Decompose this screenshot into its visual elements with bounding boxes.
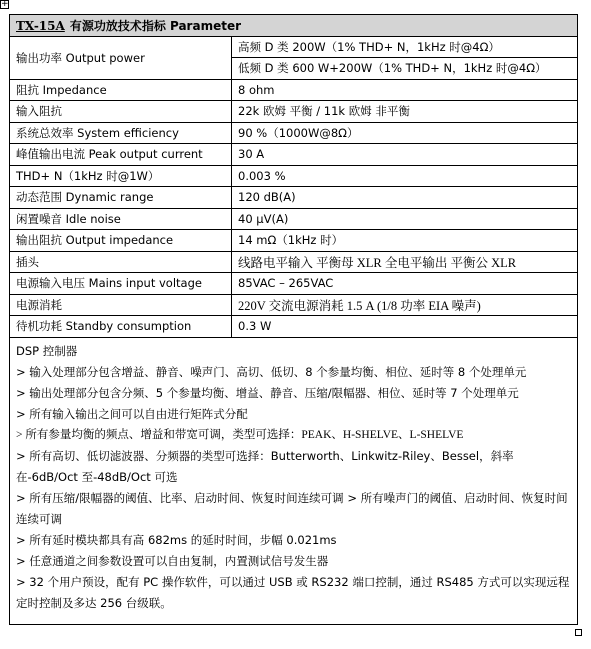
table-header-row — [10, 15, 578, 37]
row-label: 输出阻抗 Output impedance — [10, 230, 232, 252]
table-header-cell — [10, 15, 578, 37]
table-title: 有源功放技术指标 Parameter — [69, 18, 242, 33]
row-value: 90 %（1000W@8Ω） — [232, 122, 578, 144]
table-row — [10, 251, 578, 273]
table-row — [10, 165, 578, 187]
row-label: THD+ N（1kHz 时@1W） — [10, 165, 232, 187]
row-label: 系统总效率 System efficiency — [10, 122, 232, 144]
table-move-handle-icon[interactable]: + — [1, 0, 9, 9]
dsp-list-item: > 所有压缩/限幅器的阈值、比率、启动时间、恢复时间连续可调 > 所有噪声门的阈值、启动时间、恢复时间连续可调 — [16, 490, 568, 526]
dsp-list-item: > 所有输入输出之间可以自由进行矩阵式分配 — [16, 406, 248, 421]
dsp-row — [10, 337, 578, 624]
row-label: 闲置噪音 Idle noise — [10, 208, 232, 230]
table-row — [10, 187, 578, 209]
row-label: 插头 — [10, 251, 232, 273]
row-label: 阻抗 Impedance — [10, 79, 232, 101]
row-value: 220V 交流电源消耗 1.5 A (1/8 功率 EIA 噪声) — [232, 294, 578, 316]
table-row — [10, 230, 578, 252]
table-row — [10, 36, 578, 58]
row-value: 22k 欧姆 平衡 / 11k 欧姆 非平衡 — [232, 101, 578, 123]
table-row — [10, 316, 578, 338]
table-row — [10, 101, 578, 123]
table-row — [10, 294, 578, 316]
row-value: 高频 D 类 200W（1% THD+ N，1kHz 时@4Ω） — [232, 36, 578, 58]
dsp-list-item: > 32 个用户预设，配有 PC 操作软件，可以通过 USB 或 RS232 端口控制，通过 RS485 方式可以实现远程定时控制及多达 256 台级联。 — [16, 574, 570, 610]
dsp-list-item: > 所有高切、低切滤波器、分频器的类型可选择：Butterworth、Linkwitz-Riley、Bessel，斜率在-6dB/Oct 至-48dB/Oct 可选 — [16, 448, 514, 484]
row-value: 30 A — [232, 144, 578, 166]
row-label: 电源消耗 — [10, 294, 232, 316]
spec-table — [9, 14, 578, 625]
row-label: 待机功耗 Standby consumption — [10, 316, 232, 338]
row-value: 线路电平输入 平衡母 XLR 全电平输出 平衡公 XLR — [232, 251, 578, 273]
dsp-list-item: > 所有参量均衡的频点、增益和带宽可调，类型可选择：PEAK、H-SHELVE、L-SHELVE — [16, 428, 464, 441]
row-value: 40 μV(A) — [232, 208, 578, 230]
model-number: TX-15A — [16, 18, 65, 33]
row-label: 电源输入电压 Mains input voltage — [10, 273, 232, 295]
table-row — [10, 273, 578, 295]
table-row — [10, 144, 578, 166]
table-row — [10, 79, 578, 101]
table-resize-handle-icon[interactable] — [575, 629, 582, 636]
row-value: 0.3 W — [232, 316, 578, 338]
row-label: 动态范围 Dynamic range — [10, 187, 232, 209]
dsp-title: DSP 控制器 — [16, 343, 78, 358]
dsp-section — [10, 337, 578, 624]
row-value: 低频 D 类 600 W+200W（1% THD+ N，1kHz 时@4Ω） — [232, 58, 578, 80]
dsp-list-item: > 所有延时模块都具有高 682ms 的延时时间，步幅 0.021ms — [16, 532, 337, 547]
row-label: 输入阻抗 — [10, 101, 232, 123]
row-value: 85VAC – 265VAC — [232, 273, 578, 295]
row-label: 峰值输出电流 Peak output current — [10, 144, 232, 166]
row-value: 8 ohm — [232, 79, 578, 101]
row-value: 0.003 % — [232, 165, 578, 187]
row-label: 输出功率 Output power — [10, 36, 232, 79]
table-row — [10, 208, 578, 230]
row-value: 14 mΩ（1kHz 时） — [232, 230, 578, 252]
dsp-list-item: > 任意通道之间参数设置可以自由复制，内置测试信号发生器 — [16, 553, 329, 568]
dsp-list-item: > 输出处理部分包含分频、5 个参量均衡、增益、静音、压缩/限幅器、相位、延时等 7 个处理单元 — [16, 385, 519, 400]
dsp-list-item: > 输入处理部分包含增益、静音、噪声门、高切、低切、8 个参量均衡、相位、延时等 8 个处理单元 — [16, 364, 527, 379]
row-value: 120 dB(A) — [232, 187, 578, 209]
table-row — [10, 122, 578, 144]
